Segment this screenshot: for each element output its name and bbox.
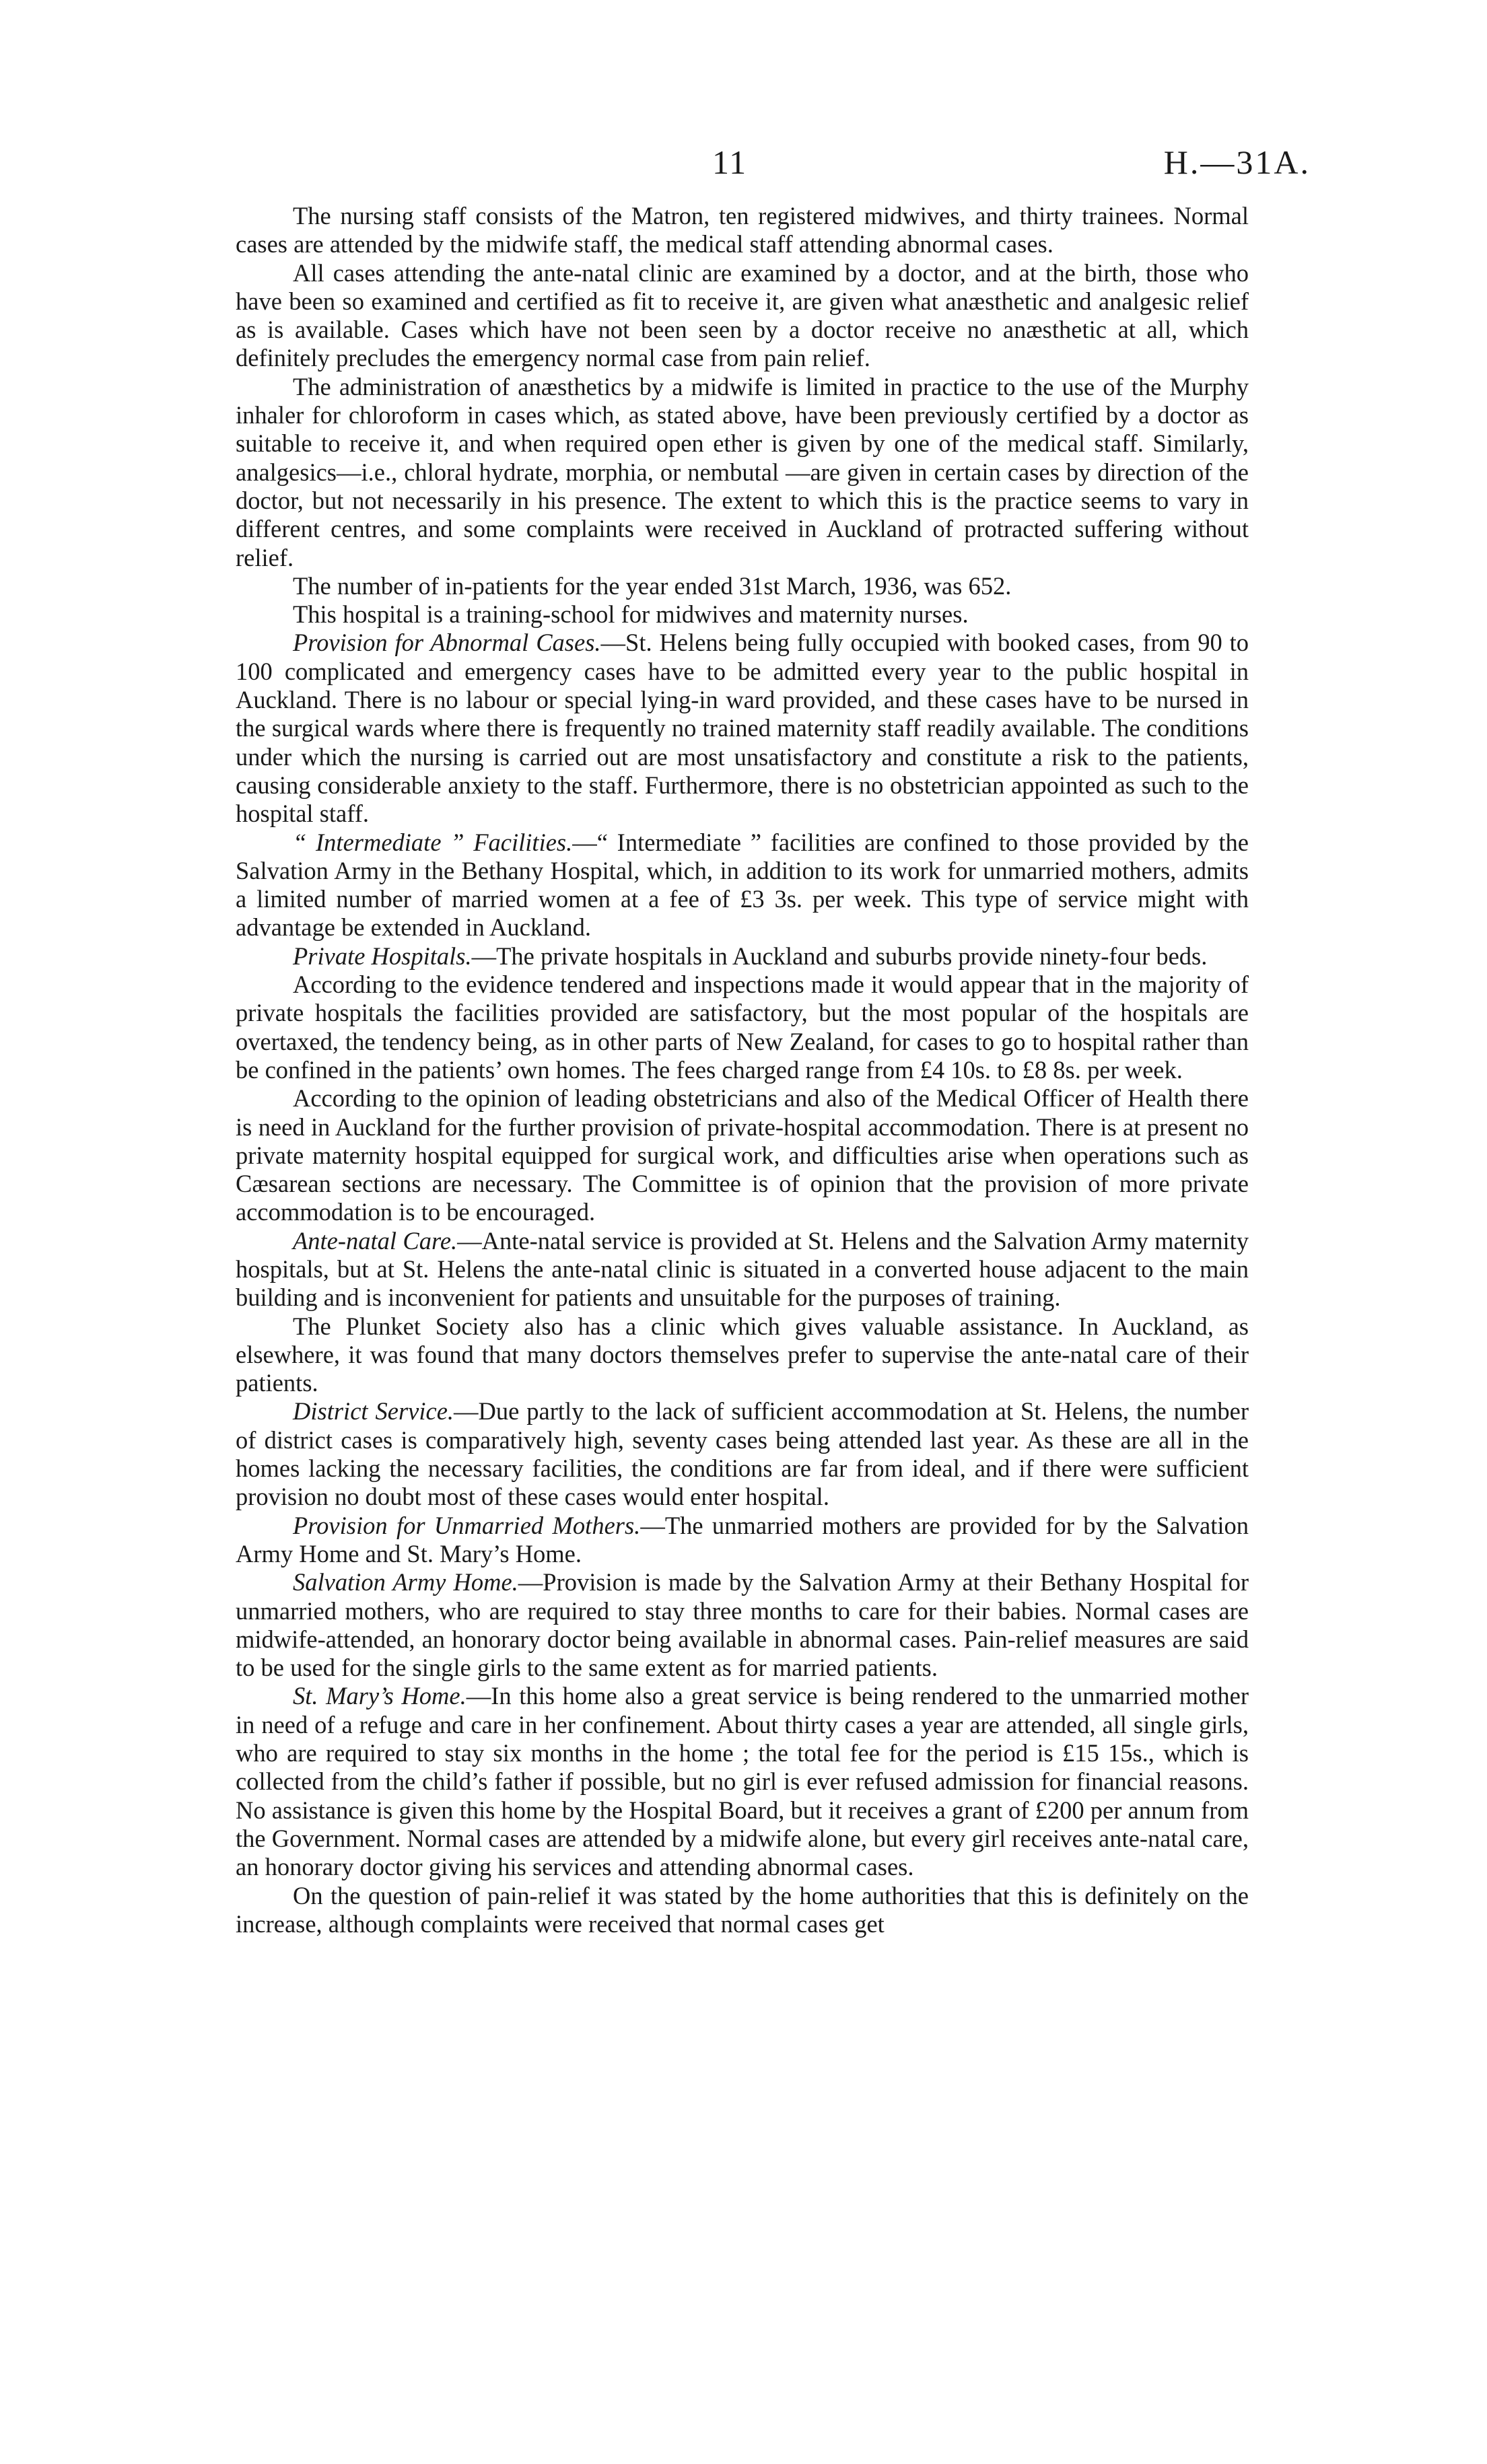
paragraph-pain-relief: On the question of pain-relief it was stated by the home authorities that this is definitely on the increase, although complaints were received that normal cases get <box>236 1881 1249 1938</box>
paragraph-anaesthetics-administration: The administration of anæsthetics by a midwife is limited in practice to the use of the Murphy inhaler for chloroform in cases which, as stated above, have been previously certified by a doctor as suitable to receive it, and when required open ether is given by one of the medical staff. Similarly, analgesics—i.e., chloral hydrate, morphia, or nembutal —are given in certain cases by direction of the doctor, but not necessarily in his presence. The extent to which this is the practice seems to vary in different centres, and some complaints were received in Auckland of protracted suffering without relief. <box>236 372 1249 571</box>
paragraph-ante-natal-examination: All cases attending the ante-natal clinic are examined by a doctor, and at the birth, those who have been so examined and certified as fit to receive it, are given what anæsthetic and analgesic relief as is available. Cases which have not been seen by a doctor receive no anæsthetic at all, which definitely precludes the emergency normal case from pain relief. <box>236 258 1249 372</box>
paragraph-private-accommodation: According to the opinion of leading obstetricians and also of the Medical Officer of Health there is need in Auckland for the further provision of private-hospital accommodation. There is at present no private maternity hospital equipped for surgical work, and difficulties arise when operations such as Cæsarean sections are necessary. The Committee is of opinion that the provision of more private accommodation is to be encouraged. <box>236 1084 1249 1226</box>
paragraph-district-service: District Service.—Due partly to the lack of sufficient accommodation at St. Helens, the number of district cases is comparatively high, seventy cases being attended last year. As these are all in the homes lacking the necessary facilities, the conditions are far from ideal, and if there were sufficient provision no doubt most of these cases would enter hospital. <box>236 1397 1249 1511</box>
section-heading: District Service. <box>293 1397 454 1425</box>
paragraph-salvation-army-home: Salvation Army Home.—Provision is made by the Salvation Army at their Bethany Hospital for unmarried mothers, who are required to stay three months to care for their babies. Normal cases are midwife-attended, an honorary doctor being available in abnormal cases. Pain-relief measures are said to be used for the single girls to the same extent as for married patients. <box>236 1568 1249 1682</box>
section-heading: “ Intermediate ” Facilities. <box>293 828 573 856</box>
paragraph-training-school: This hospital is a training-school for midwives and maternity nurses. <box>293 600 969 629</box>
paragraph-st-marys-home: St. Mary’s Home.—In this home also a great service is being rendered to the unmarried mother in need of a refuge and care in her confinement. About thirty cases a year are attended, all single girls, who are required to stay six months in the home ; the total fee for the period is £15 15s., which is collected from the child’s father if possible, but no girl is ever refused admission for financial reasons. No assistance is given this home by the Hospital Board, but it receives a grant of £200 per annum from the Government. Normal cases are attended by a midwife alone, but every girl receives ante-natal care, an honorary doctor giving his services and attending abnormal cases. <box>236 1682 1249 1881</box>
paragraph-in-patients: The number of in-patients for the year ended 31st March, 1936, was 652. <box>293 571 1012 600</box>
paragraph-intermediate-facilities: “ Intermediate ” Facilities.—“ Intermediate ” facilities are confined to those provided by the Salvation Army in the Bethany Hospital, which, in addition to its work for unmarried mothers, admits a limited number of married women at a fee of £3 3s. per week. This type of service might with advantage be extended in Auckland. <box>236 828 1249 942</box>
paragraph-ante-natal-care: Ante-natal Care.—Ante-natal service is provided at St. Helens and the Salvation Army maternity hospitals, but at St. Helens the ante-natal clinic is situated in a converted house adjacent to the main building and is inconvenient for patients and unsuitable for the purposes of training. <box>236 1226 1249 1312</box>
document-reference: H.—31A. <box>1163 143 1311 181</box>
paragraph-nursing-staff: The nursing staff consists of the Matron, ten registered midwives, and thirty trainees. Normal cases are attended by the midwife staff, the medical staff attending abnormal cases. <box>236 202 1249 258</box>
section-heading: Private Hospitals. <box>293 942 472 970</box>
body-text <box>236 202 1249 1938</box>
paragraph-abnormal-cases: Provision for Abnormal Cases.—St. Helens being fully occupied with booked cases, from 90 to 100 complicated and emergency cases have to be admitted every year to the public hospital in Auckland. There is no labour or special lying-in ward provided, and these cases have to be nursed in the surgical wards where there is frequently no trained maternity staff readily available. The conditions under which the nursing is carried out are most unsatisfactory and constitute a risk to the patients, causing considerable anxiety to the staff. Furthermore, there is no obstetrician appointed as such to the hospital staff. <box>236 629 1249 828</box>
page-header <box>0 0 1487 188</box>
page-number: 11 <box>712 143 748 181</box>
section-heading: Ante-natal Care. <box>293 1226 458 1255</box>
paragraph-unmarried-mothers: Provision for Unmarried Mothers.—The unmarried mothers are provided for by the Salvation Army Home and St. Mary’s Home. <box>236 1511 1249 1568</box>
section-heading: Provision for Unmarried Mothers. <box>293 1511 641 1539</box>
section-heading: Provision for Abnormal Cases. <box>293 629 601 657</box>
paragraph-plunket-society: The Plunket Society also has a clinic which gives valuable assistance. In Auckland, as elsewhere, it was found that many doctors themselves prefer to supervise the ante-natal care of their patients. <box>236 1312 1249 1397</box>
paragraph-private-hospitals: Private Hospitals.—The private hospitals in Auckland and suburbs provide ninety-four beds. <box>293 942 1208 970</box>
paragraph-private-hospitals-evidence: According to the evidence tendered and inspections made it would appear that in the majority of private hospitals the facilities provided are satisfactory, but the most popular of the hospitals are overtaxed, the tendency being, as in other parts of New Zealand, for cases to go to hospital rather than be confined in the patients’ own homes. The fees charged range from £4 10s. to £8 8s. per week. <box>236 971 1249 1084</box>
section-heading: St. Mary’s Home. <box>293 1682 466 1710</box>
section-heading: Salvation Army Home. <box>293 1568 518 1596</box>
